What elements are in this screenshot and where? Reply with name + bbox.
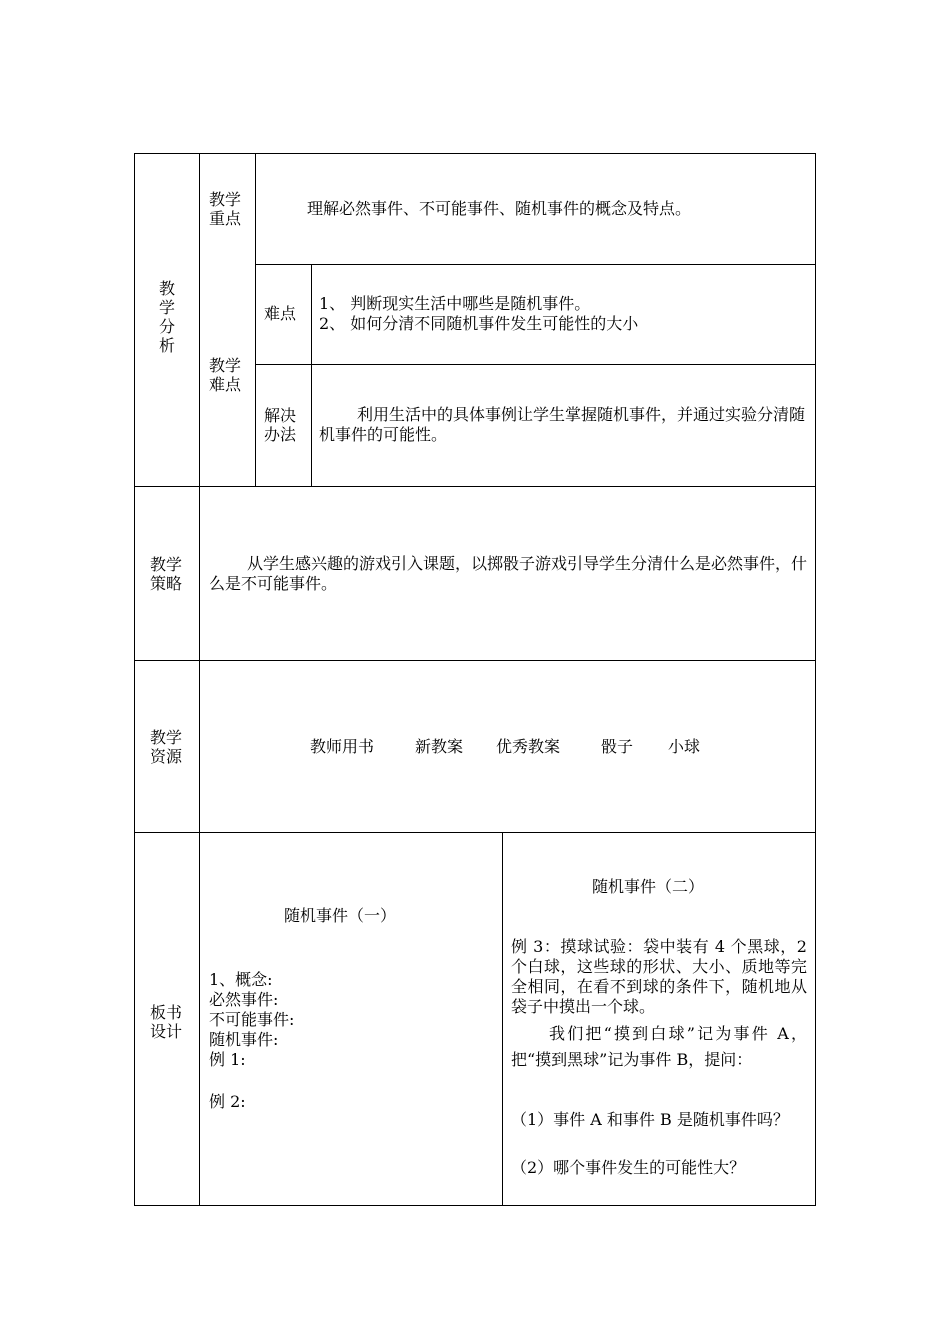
table-border-right — [815, 153, 816, 1206]
resource-item-teacher-book: 教师用书 — [310, 737, 375, 756]
board-right-title: 随机事件（二） — [592, 877, 705, 896]
table-line-resources-bottom — [134, 832, 816, 833]
analysis-label: 教 学 分 析 — [158, 279, 175, 355]
focus-label: 教学 重点 — [209, 190, 242, 228]
board-right-question-2: （2）哪个事件发生的可能性大？ — [511, 1158, 746, 1177]
board-left-concept: 1、概念: — [209, 970, 273, 989]
table-border-bottom — [134, 1205, 816, 1206]
table-line-col1 — [199, 153, 200, 1206]
table-line-difficult-bottom — [255, 364, 816, 365]
table-line-col3 — [311, 264, 312, 487]
board-left-impossible-event: 不可能事件: — [209, 1010, 295, 1029]
solution-content: 利用生活中的具体事例让学生掌握随机事件，并通过实验分清随机事件的可能性。 — [319, 405, 806, 444]
table-line-col2 — [255, 153, 256, 487]
board-right-paragraph: 我们把“摸到白球”记为事件 A，把“摸到黑球”记为事件 B，提问： — [511, 1024, 807, 1069]
solution-label: 解决 办法 — [264, 406, 297, 444]
table-line-analysis-bottom — [134, 486, 816, 487]
resource-item-new-plan: 新教案 — [415, 737, 464, 756]
board-left-certain-event: 必然事件: — [209, 990, 279, 1009]
table-border-top — [134, 153, 816, 154]
resource-item-excellent-plan: 优秀教案 — [496, 737, 561, 756]
focus-content: 理解必然事件、不可能事件、随机事件的概念及特点。 — [307, 199, 692, 218]
board-label: 板书 设计 — [150, 1003, 183, 1041]
table-line-board-split — [502, 832, 503, 1206]
resource-item-ball: 小球 — [668, 737, 701, 756]
table-line-focus-bottom — [255, 264, 816, 265]
board-left-title: 随机事件（一） — [284, 906, 397, 925]
difficult-points-label: 难点 — [264, 304, 297, 323]
board-right-example-3: 例 3：摸球试验：袋中装有 4 个黑球，2 个白球，这些球的形状、大小、质地等完全相同，在看不到球的条件下，随机地从袋子中摸出一个球。 — [511, 937, 807, 1016]
strategy-content: 从学生感兴趣的游戏引入课题，以掷骰子游戏引导学生分清什么是必然事件，什么是不可能事件。 — [209, 554, 808, 593]
resources-label: 教学 资源 — [150, 728, 183, 766]
table-border-left — [134, 153, 135, 1206]
board-right-question-1: （1）事件 A 和事件 B 是随机事件吗？ — [511, 1110, 789, 1129]
board-left-example-1: 例 1: — [209, 1050, 246, 1069]
board-left-example-2: 例 2: — [209, 1092, 246, 1111]
strategy-label: 教学 策略 — [150, 555, 183, 593]
difficulty-label: 教学 难点 — [209, 356, 242, 394]
difficult-point-2: 2、 如何分清不同随机事件发生可能性的大小 — [319, 314, 639, 333]
difficult-point-1: 1、 判断现实生活中哪些是随机事件。 — [319, 294, 591, 313]
board-left-random-event: 随机事件: — [209, 1030, 279, 1049]
table-line-strategy-bottom — [134, 660, 816, 661]
resource-item-dice: 骰子 — [601, 737, 634, 756]
